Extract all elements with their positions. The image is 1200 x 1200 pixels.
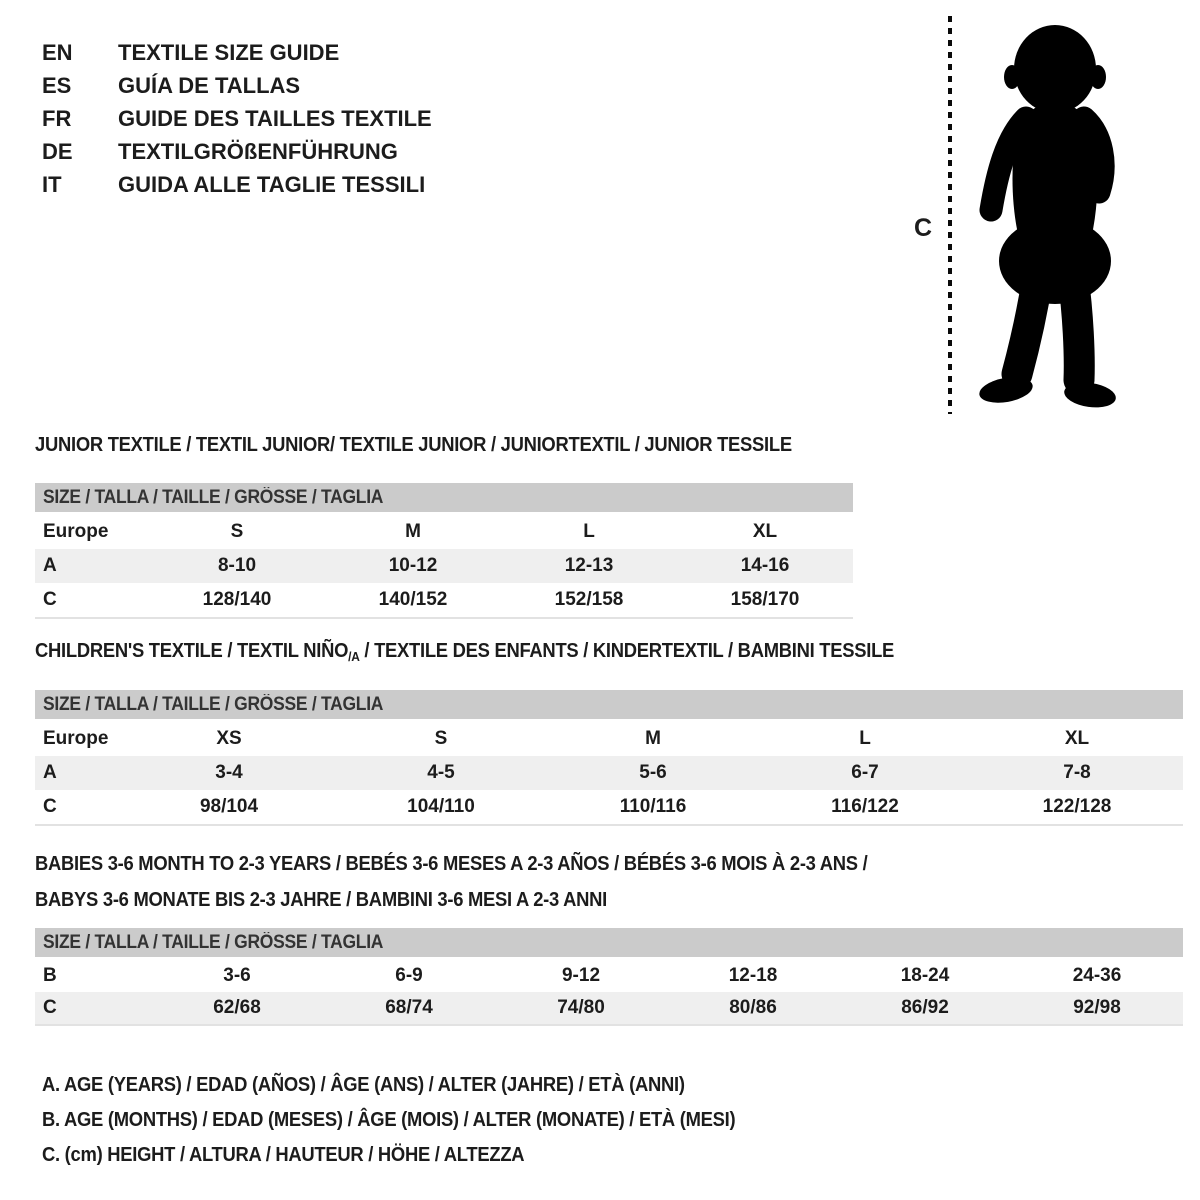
babies-table-header-text: SIZE / TALLA / TAILLE / GRÖSSE / TAGLIA [43,932,384,953]
table-cell: S [230,521,244,542]
row-label: Europe [43,521,109,542]
toddler-silhouette-image [960,14,1150,421]
legend-line-b [42,1103,796,1138]
language-code: ES [42,72,72,98]
language-row-es [42,69,432,102]
table-cell: 128/140 [202,589,272,610]
table-cell: M [645,728,661,749]
table-cell: 24-36 [1072,965,1122,986]
junior-table-rows [35,515,853,617]
table-cell: 4-5 [427,762,455,783]
language-title: TEXTILGRÖßENFÜHRUNG [118,138,398,164]
children-table-header [35,690,1183,719]
table-cell: 68/74 [385,997,433,1018]
row-label: A [43,762,57,783]
table-cell: 3-4 [215,762,243,783]
language-title: TEXTILE SIZE GUIDE [118,39,340,65]
table-cell: XL [1064,728,1090,749]
language-title: GUÍA DE TALLAS [118,72,301,98]
table-cell: 12-18 [728,965,778,986]
table-row-age-months [35,960,1183,992]
table-cell: 6-9 [395,965,423,986]
table-cell: 18-24 [900,965,950,986]
table-cell: 8-10 [217,555,257,576]
table-cell: 104/110 [407,796,475,817]
row-label: C [43,796,57,817]
table-cell: 140/152 [378,589,448,610]
language-row-it [42,168,432,201]
table-cell: 5-6 [639,762,667,783]
table-cell: 122/128 [1042,796,1112,817]
height-dashed-line [948,16,952,414]
babies-section-title [35,846,940,918]
language-row-de [42,135,432,168]
junior-size-table [35,483,853,619]
babies-table-rows [35,960,1183,1024]
table-cell: 80/86 [729,997,777,1018]
children-table-header-text: SIZE / TALLA / TAILLE / GRÖSSE / TAGLIA [43,694,384,715]
table-cell: 158/170 [730,589,800,610]
table-cell: M [405,521,421,542]
table-row-age-years [35,549,853,583]
junior-table-header-text: SIZE / TALLA / TAILLE / GRÖSSE / TAGLIA [43,487,384,508]
table-cell: XS [216,728,242,749]
children-section-title-text [35,640,894,664]
row-label: A [43,555,57,576]
row-label: C [43,997,57,1018]
language-title: GUIDA ALLE TAGLIE TESSILI [118,171,426,197]
table-cell: 152/158 [554,589,624,610]
language-code: EN [42,39,73,65]
table-cell: 86/92 [901,997,949,1018]
language-code: DE [42,138,73,164]
children-table-rows [35,722,1183,824]
table-cell: S [434,728,448,749]
table-cell: 10-12 [388,555,438,576]
table-cell: 14-16 [740,555,790,576]
table-cell: L [583,521,595,542]
table-row-age-years [35,756,1183,790]
babies-table-header [35,928,1183,957]
language-code: IT [42,171,62,197]
table-cell: 116/122 [831,796,899,817]
junior-section-title-text: JUNIOR TEXTILE / TEXTIL JUNIOR/ TEXTILE JUNIOR / JUNIORTEXTIL / JUNIOR TESSILE [35,434,792,456]
table-cell: 12-13 [564,555,614,576]
junior-table-header [35,483,853,512]
table-cell: 3-6 [223,965,251,986]
legend [42,1068,796,1173]
table-cell: 98/104 [199,796,259,817]
babies-title-line2: BABYS 3-6 MONATE BIS 2-3 JAHRE / BAMBINI 3-6 MESI A 2-3 ANNI [35,889,607,911]
junior-section-title [35,434,858,457]
children-title-subscript: /A [348,649,360,664]
table-row-height-cm [35,992,1183,1024]
children-section-title [35,640,969,664]
row-label: C [43,589,57,610]
babies-size-table [35,928,1183,1026]
table-cell: 6-7 [851,762,879,783]
legend-line-c [42,1138,796,1173]
language-code: FR [42,105,72,131]
language-row-fr [42,102,432,135]
table-cell: L [859,728,871,749]
children-title-part2: / TEXTILE DES ENFANTS / KINDERTEXTIL / BAMBINI TESSILE [359,640,895,662]
table-cell: 110/116 [619,796,687,817]
height-marker-label: C [914,214,933,242]
table-cell: 74/80 [557,997,605,1018]
table-row-europe [35,722,1183,756]
children-title-part1: CHILDREN'S TEXTILE / TEXTIL NIÑO [35,640,349,662]
table-row-height-cm [35,583,853,617]
row-label: Europe [43,728,109,749]
language-row-en [42,36,432,69]
table-row-europe [35,515,853,549]
legend-line-c-text: C. (cm) HEIGHT / ALTURA / HAUTEUR / HÖHE / ALTEZZA [42,1144,525,1166]
legend-line-a [42,1068,796,1103]
row-label: B [43,965,57,986]
table-cell: 92/98 [1073,997,1121,1018]
table-row-height-cm [35,790,1183,824]
table-cell: 7-8 [1063,762,1091,783]
legend-line-a-text: A. AGE (YEARS) / EDAD (AÑOS) / ÂGE (ANS) / ALTER (JAHRE) / ETÀ (ANNI) [42,1074,685,1096]
table-cell: XL [752,521,778,542]
legend-line-b-text: B. AGE (MONTHS) / EDAD (MESES) / ÂGE (MOIS) / ALTER (MONATE) / ETÀ (MESI) [42,1109,736,1131]
table-cell: 9-12 [561,965,601,986]
babies-title-line1: BABIES 3-6 MONTH TO 2-3 YEARS / BEBÉS 3-6 MESES A 2-3 AÑOS / BÉBÉS 3-6 MOIS À 2-3 ANS / [35,853,868,875]
table-cell: 62/68 [213,997,261,1018]
language-list [42,36,432,201]
children-size-table [35,690,1183,826]
language-title: GUIDE DES TAILLES TEXTILE [118,105,432,131]
